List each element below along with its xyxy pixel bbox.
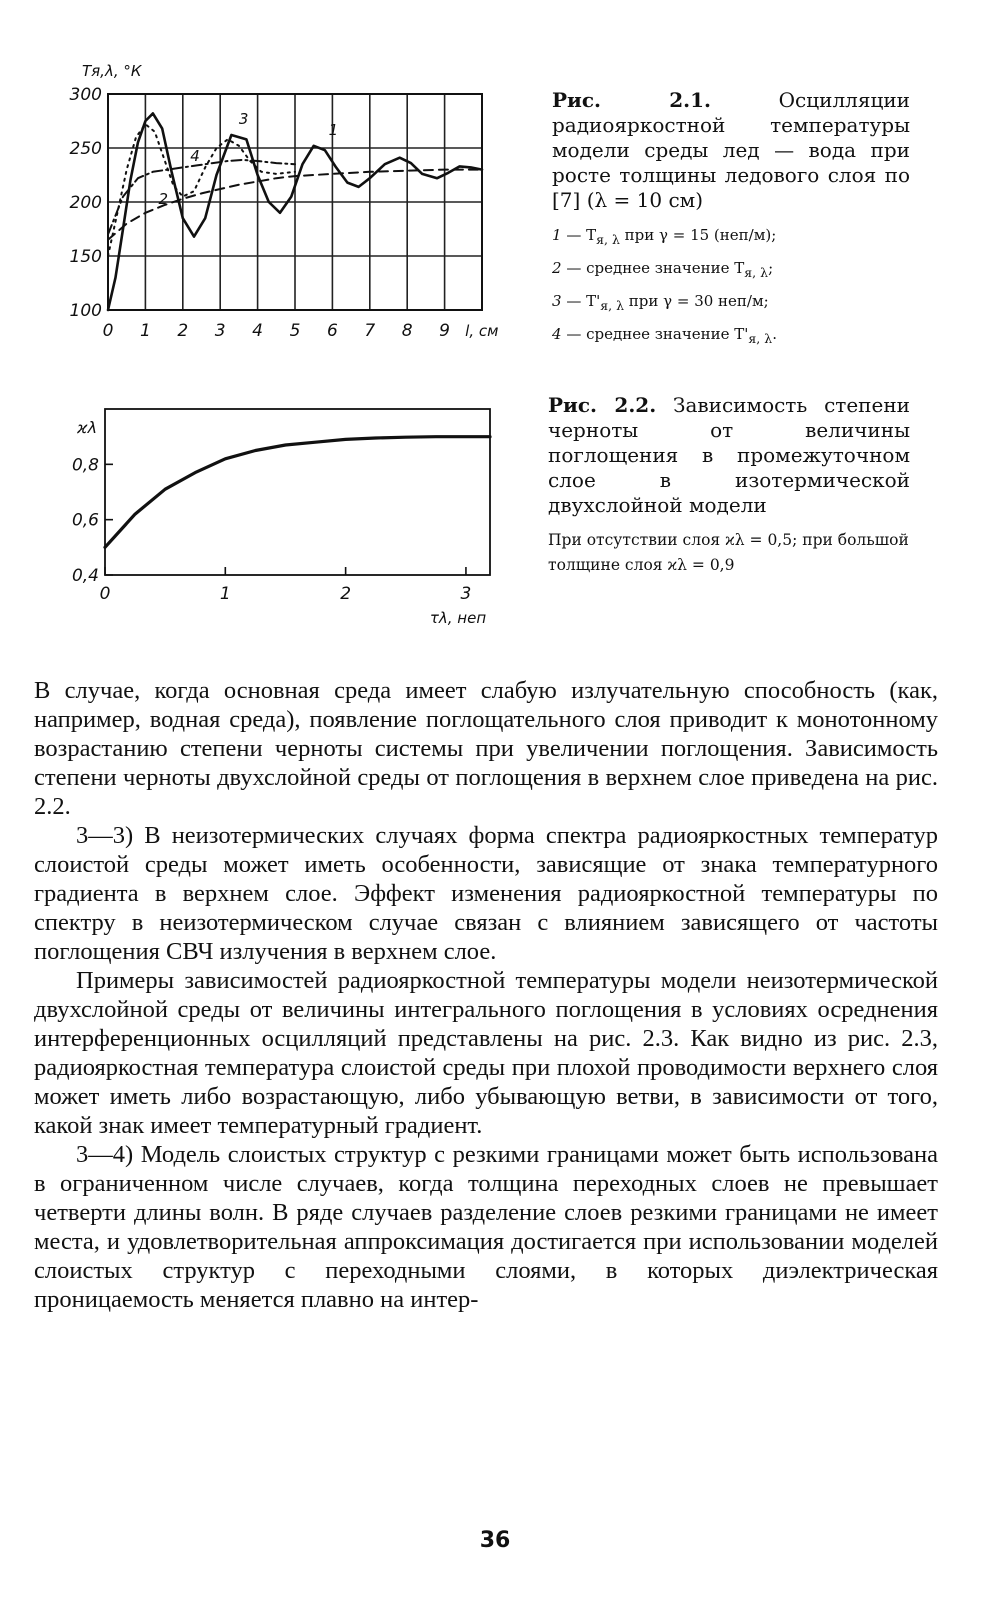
legend-item: 4 — среднее значение $T'_{я, \lambda}$.: [552, 325, 777, 346]
page-number: 36: [479, 1528, 511, 1553]
figure-2-1: [60, 50, 530, 360]
figure-2-2-caption-note: При отсутствии слоя ϰλ = 0,5; при большой толщине слоя ϰλ = 0,9: [548, 531, 909, 574]
y-tick-label: 150: [69, 247, 102, 267]
curve-number-annotation: 3: [238, 110, 249, 129]
legend-item: 3 — $T'_{я, \lambda}$ при γ = 30 неп/м;: [552, 292, 769, 313]
x-tick-label: 5: [289, 321, 301, 341]
x-tick-label: 2: [177, 321, 189, 341]
x-tick-label: 3: [214, 321, 226, 341]
paragraph: Примеры зависимостей радиояркостной температуры модели неизотермической двухслойной среды от величины интегрального поглощения в условиях осреднения интерференционных осцилляций представлены на рис. 2.3. Как видно из рис. 2.3, радиояркостная температура слоистой среды при плохой проводимости верхнего слоя может иметь либо возрастающую, либо убывающую ветви, в зависимости от того, какой знак имеет температурный градиент.: [34, 967, 938, 1139]
x-tick-label: 1: [139, 321, 151, 341]
y-tick-label: 300: [69, 85, 102, 105]
curve-number-annotation: 1: [328, 121, 339, 140]
paragraph: 3—4) Модель слоистых структур с резкими границами может быть использована в ограниченном числе случаев, когда толщина переходных слоев не превышает четверти длины волн. В ряде случаев разделение слоев резкими границами не имеет места, и удовлетворительная аппроксимация достигается при использовании моделей слоистых структур с переходными слоями, в которых диэлектрическая проницаемость меняется плавно на интер-: [34, 1141, 938, 1313]
series-line-3: [108, 124, 295, 256]
y-tick-label: 0,8: [71, 455, 99, 476]
legend-item: 2 — среднее значение $T_{я, \lambda}$;: [552, 259, 774, 280]
curve-number-annotation: 2: [158, 190, 169, 209]
figure-2-1-caption: [552, 88, 910, 353]
paragraph: 3—3) В неизотермических случаях форма спектра радиояркостных температур слоистой среды может иметь особенности, зависящие от знака температурного градиента в верхнем слое. Эффект изменения радиояркостной температуры по спектру в неизотермическом случае связан с влиянием зависящего от частоты поглощения СВЧ излучения в верхнем слое.: [34, 822, 938, 965]
curve-number-annotation: 4: [190, 146, 200, 165]
y-tick-label: 0,6: [71, 510, 99, 531]
body-text: [34, 676, 938, 1314]
figure-2-2-caption-title: [548, 393, 910, 518]
x-tick-label: 3: [460, 584, 472, 604]
y-axis-label: ϰλ: [77, 418, 98, 437]
figure-2-1-caption-label: Рис. 2.1.: [552, 88, 712, 112]
y-tick-label: 200: [69, 193, 102, 213]
x-tick-label: 7: [364, 321, 376, 341]
figure-2-2-caption-text: Зависимость степени черноты от величины поглощения в промежуточном слое в изотермической двухслойной модели: [548, 393, 910, 517]
x-tick-label: 0: [99, 584, 111, 604]
x-tick-label: 0: [102, 321, 114, 341]
series-line-1: [105, 437, 490, 548]
figure-2-1-chart: [60, 50, 530, 360]
x-axis-label: l, см: [465, 322, 499, 340]
figure-2-1-caption-text: Осцилляции радиояркостной температуры модели среды лед — вода при росте толщины ледового слоя по [7] (λ = 10 см): [552, 88, 910, 212]
x-tick-label: 1: [219, 584, 231, 604]
figure-2-2-caption-label: Рис. 2.2.: [548, 393, 657, 417]
figure-2-1-caption-title: [552, 88, 910, 213]
x-axis-label: τλ, неп: [429, 609, 487, 627]
x-tick-label: 8: [401, 321, 413, 341]
y-tick-label: 250: [69, 139, 102, 159]
figure-2-2: [60, 395, 530, 635]
x-tick-label: 6: [326, 321, 338, 341]
y-axis-label: Tя,λ, °К: [82, 62, 142, 80]
x-tick-label: 2: [340, 584, 352, 604]
y-tick-label: 0,4: [71, 566, 99, 586]
x-tick-label: 4: [252, 321, 264, 341]
paragraph: В случае, когда основная среда имеет слабую излучательную способность (как, например, водная среда), появление поглощательного слоя приводит к монотонному возрастанию степени черноты системы при увеличении поглощения. Зависимость степени черноты двухслойной среды от поглощения в верхнем слое приведена на рис. 2.2.: [34, 677, 938, 820]
figure-2-2-caption: [548, 393, 910, 578]
legend-item: 1 — $T_{я, \lambda}$ при γ = 15 (неп/м);: [552, 226, 777, 247]
figure-2-2-chart: [60, 395, 530, 635]
y-tick-label: 100: [69, 301, 102, 321]
x-tick-label: 9: [439, 321, 451, 341]
figure-2-1-legend: [552, 221, 910, 353]
